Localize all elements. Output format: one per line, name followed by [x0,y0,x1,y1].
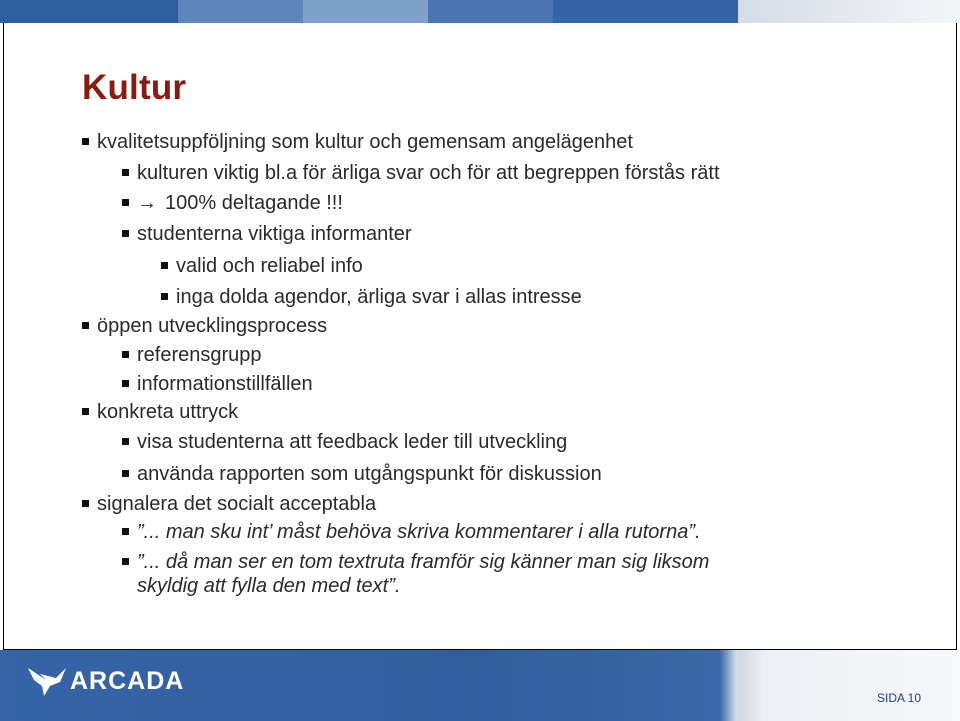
slide-title: Kultur [82,68,187,107]
bullet-square-icon [82,138,89,145]
bullet-item: använda rapporten som utgångspunkt för diskussion [122,462,602,486]
logo-text: ARCADA [70,666,185,695]
bullet-square-icon [122,528,129,535]
arrow-icon: → [137,192,157,214]
footer-shade [737,650,960,721]
bullet-item: valid och reliabel info [161,254,363,278]
bullet-item: studenterna viktiga informanter [122,222,412,246]
bullet-square-icon [122,199,129,206]
bullet-item: → 100% deltagande !!! [122,191,343,215]
bullet-item: referensgrupp [122,343,262,367]
bullet-item: konkreta uttryck [82,400,238,424]
bullet-square-icon [122,380,129,387]
top-decorative-band [0,0,960,23]
bullet-square-icon [122,230,129,237]
bullet-square-icon [161,262,168,269]
bullet-square-icon [161,293,168,300]
arcada-logo [26,664,184,698]
bullet-item: inga dolda agendor, ärliga svar i allas intresse [161,285,582,309]
bullet-square-icon [82,408,89,415]
bullet-item: öppen utvecklingsprocess [82,314,327,338]
bullet-item: ”... då man ser en tom textruta framför sig känner man sig liksom [122,550,709,574]
bullet-square-icon [122,438,129,445]
bullet-square-icon [122,558,129,565]
bird-icon [26,664,68,698]
bullet-continuation: skyldig att fylla den med text”. [137,575,401,597]
bullet-square-icon [82,322,89,329]
bullet-item: kvalitetsuppföljning som kultur och gemensam angelägenhet [82,130,633,154]
bullet-square-icon [122,169,129,176]
bullet-square-icon [82,500,89,507]
bullet-square-icon [122,470,129,477]
bullet-item: visa studenterna att feedback leder till utveckling [122,430,567,454]
bullet-item: informationstillfällen [122,372,313,396]
bullet-item: ”... man sku int’ måst behöva skriva kommentarer i alla rutorna”. [122,520,701,544]
bullet-square-icon [122,351,129,358]
bullet-item: kulturen viktig bl.a för ärliga svar och för att begreppen förstås rätt [122,161,720,185]
page-number: SIDA 10 [877,691,922,705]
bullet-item: signalera det socialt acceptabla [82,492,376,516]
